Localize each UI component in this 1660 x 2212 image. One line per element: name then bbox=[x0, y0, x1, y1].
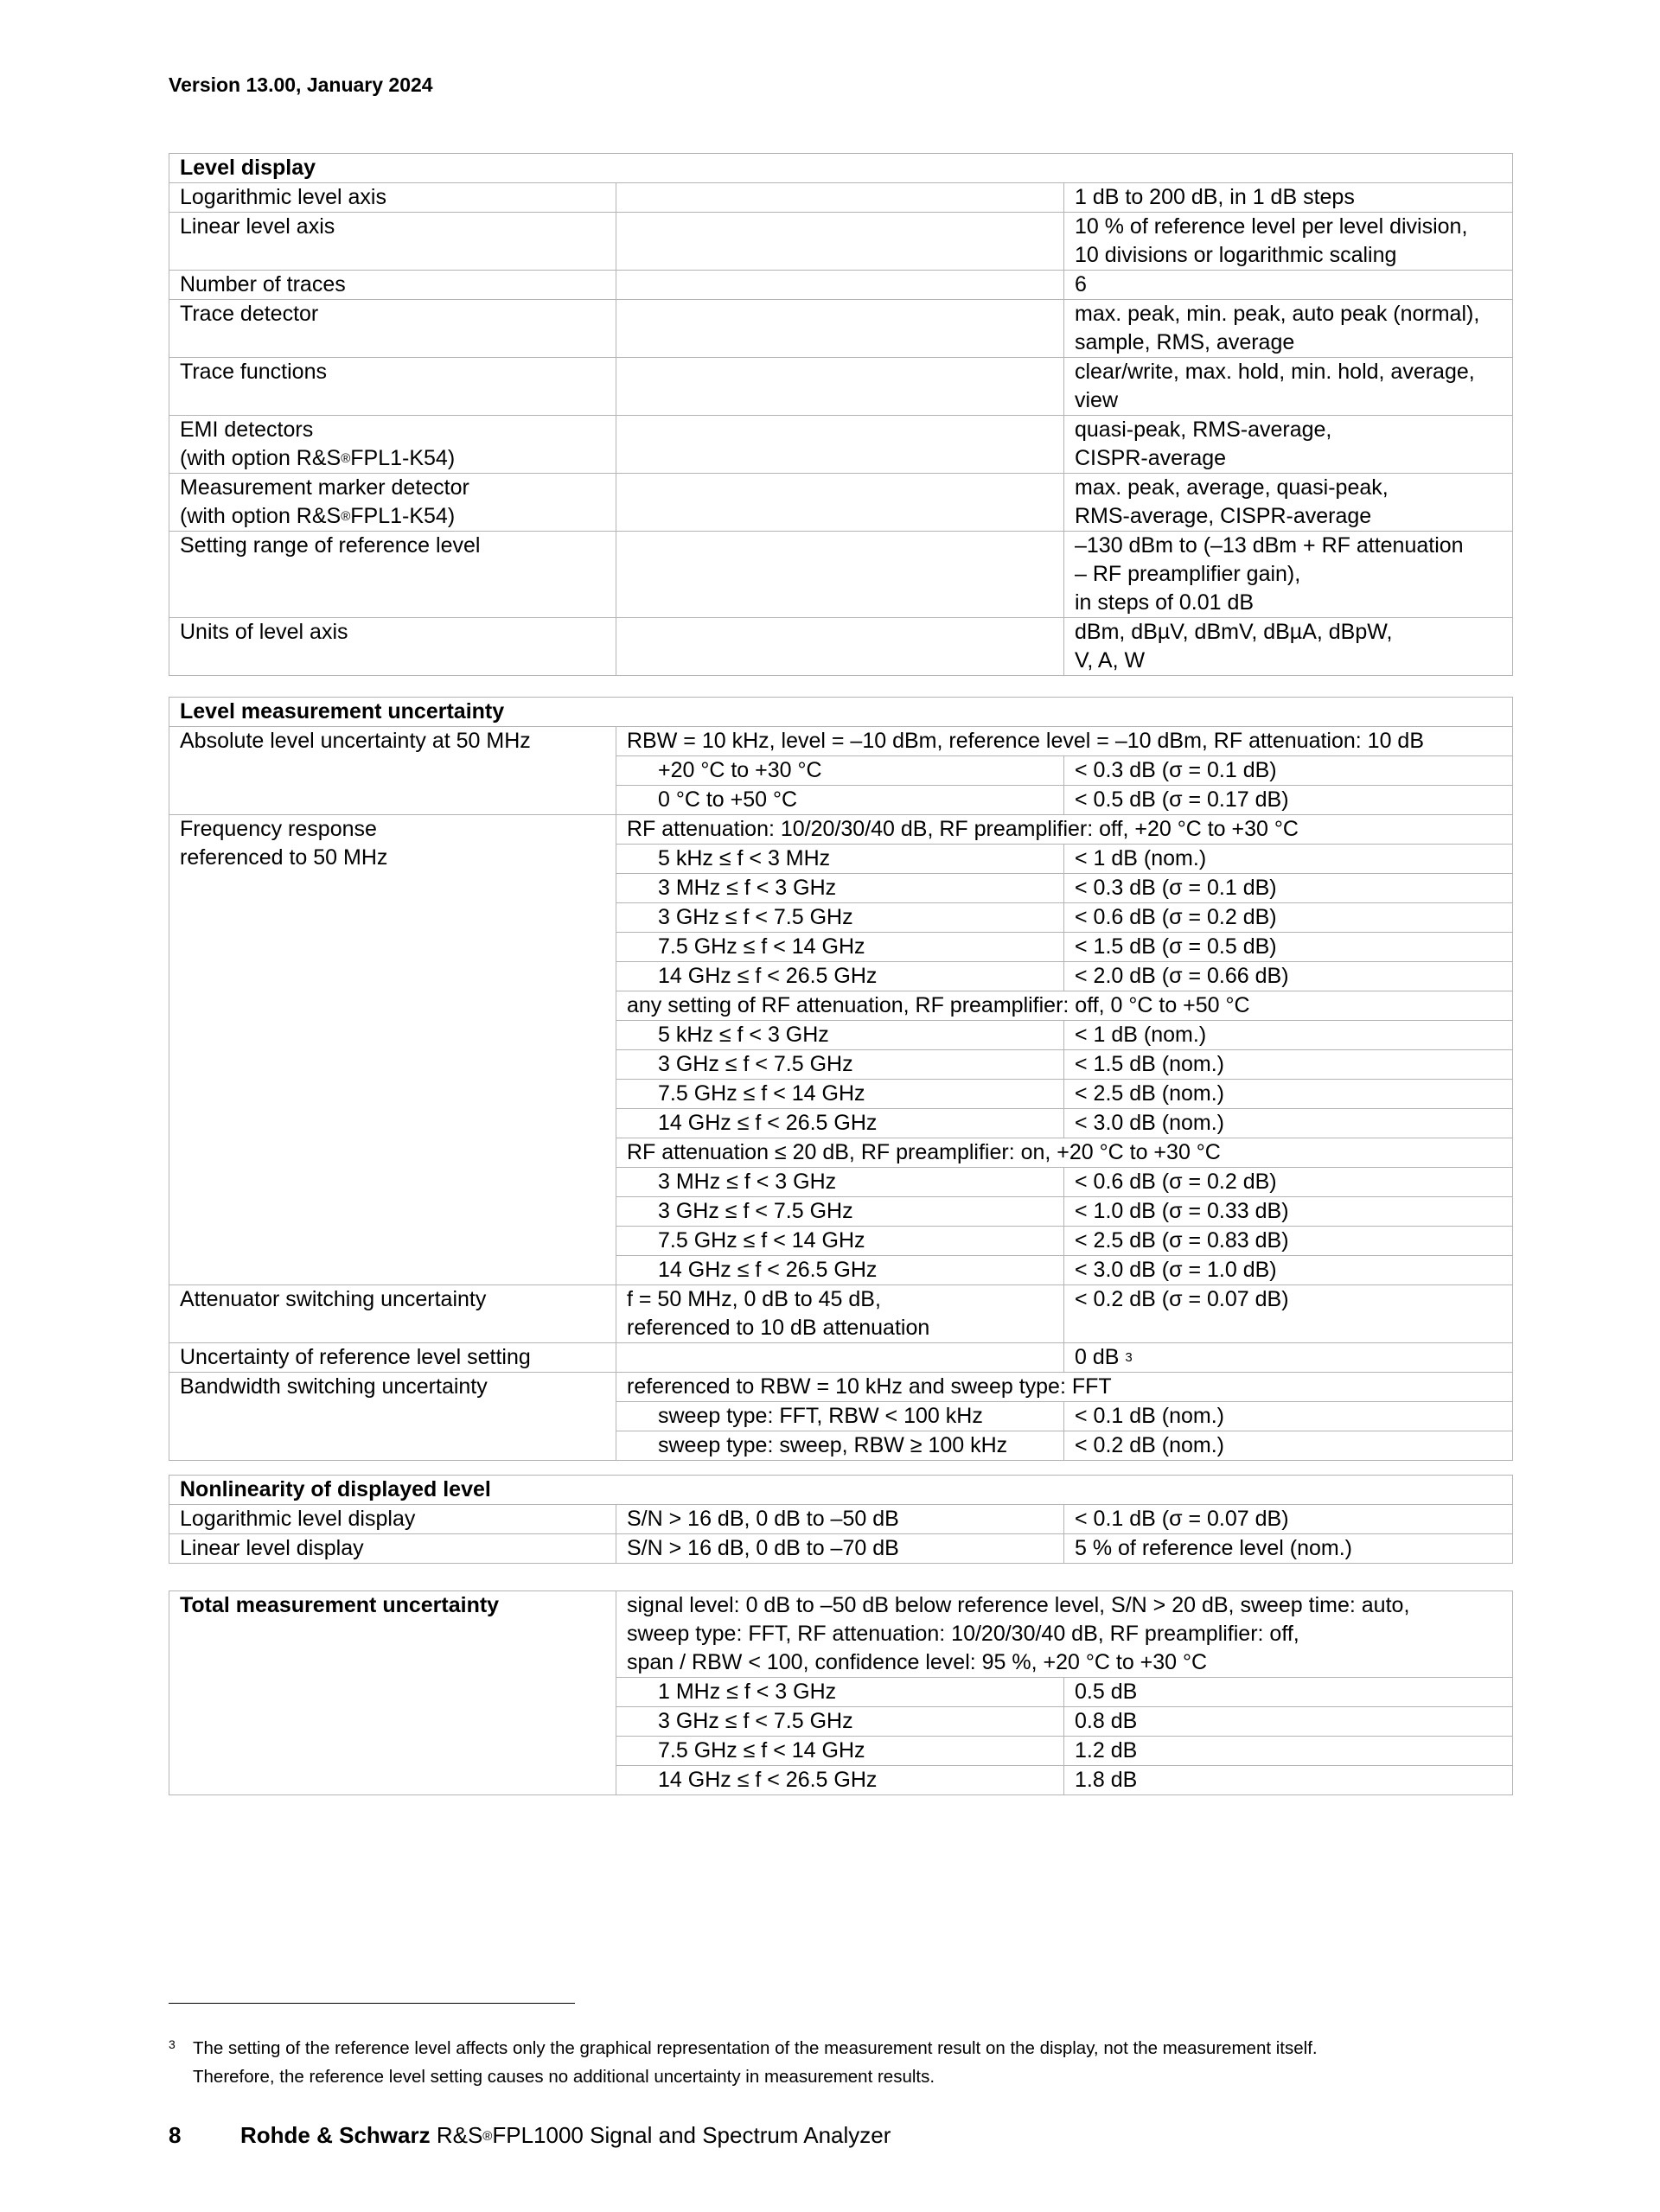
spec-label: Trace functions bbox=[169, 358, 616, 416]
table-row bbox=[169, 532, 1513, 618]
table-row bbox=[169, 1373, 1513, 1402]
spec-value: 5 % of reference level (nom.) bbox=[1064, 1534, 1513, 1564]
table-row bbox=[169, 1505, 1513, 1534]
table-row bbox=[169, 1343, 1513, 1373]
spec-value: –130 dBm to (–13 dBm + RF attenuation – RF preamplifier gain), in steps of 0.01 dB bbox=[1064, 532, 1513, 618]
condition: signal level: 0 dB to –50 dB below reference level, S/N > 20 dB, sweep time: auto, sweep type: FFT, RF attenuation: 10/20/30/40 dB, RF preamplifier: off, span / RBW < 100, confidence level: 95 %, +20 °C to +30 °C bbox=[616, 1591, 1513, 1678]
spec-label: Linear level axis bbox=[169, 213, 616, 271]
spec-label: Measurement marker detector (with option R&S®FPL1-K54) bbox=[169, 474, 616, 532]
table-row: sweep type: FFT, RBW < 100 kHz < 0.1 dB (nom.) bbox=[169, 1402, 1513, 1431]
table-row: 3 GHz ≤ f < 7.5 GHz < 1.0 dB (σ = 0.33 dB) bbox=[169, 1197, 1513, 1227]
spec-label: Setting range of reference level bbox=[169, 532, 616, 618]
spec-value: 10 % of reference level per level division, 10 divisions or logarithmic scaling bbox=[1064, 213, 1513, 271]
table-row bbox=[169, 1591, 1513, 1678]
spec-value: max. peak, average, quasi-peak, RMS-average, CISPR-average bbox=[1064, 474, 1513, 532]
table-row bbox=[169, 815, 1513, 845]
footer-product: R&S®FPL1000 Signal and Spectrum Analyzer bbox=[436, 2122, 891, 2148]
nonlinearity-table bbox=[169, 1475, 1513, 1564]
table-row bbox=[169, 618, 1513, 676]
spec-label: Absolute level uncertainty at 50 MHz bbox=[169, 727, 616, 815]
version-header: Version 13.00, January 2024 bbox=[169, 73, 433, 96]
spec-value: quasi-peak, RMS-average, CISPR-average bbox=[1064, 416, 1513, 474]
table-row bbox=[169, 183, 1513, 213]
table-row: 14 GHz ≤ f < 26.5 GHz < 2.0 dB (σ = 0.66 dB) bbox=[169, 962, 1513, 991]
section-title: Nonlinearity of displayed level bbox=[169, 1476, 1513, 1505]
table-row bbox=[169, 300, 1513, 358]
spec-label: Logarithmic level axis bbox=[169, 183, 616, 213]
table-row: 1 MHz ≤ f < 3 GHz 0.5 dB bbox=[169, 1678, 1513, 1707]
table-row: 3 GHz ≤ f < 7.5 GHz < 0.6 dB (σ = 0.2 dB) bbox=[169, 903, 1513, 933]
condition: S/N > 16 dB, 0 dB to –70 dB bbox=[616, 1534, 1064, 1564]
level-display-table bbox=[169, 153, 1513, 676]
total-uncertainty-table bbox=[169, 1590, 1513, 1795]
table-row: 3 MHz ≤ f < 3 GHz < 0.6 dB (σ = 0.2 dB) bbox=[169, 1168, 1513, 1197]
table-row: 7.5 GHz ≤ f < 14 GHz 1.2 dB bbox=[169, 1737, 1513, 1766]
table-row: 5 kHz ≤ f < 3 GHz < 1 dB (nom.) bbox=[169, 1021, 1513, 1050]
condition: RF attenuation ≤ 20 dB, RF preamplifier: on, +20 °C to +30 °C bbox=[616, 1138, 1513, 1168]
table-header-row bbox=[169, 154, 1513, 183]
spec-label: Bandwidth switching uncertainty bbox=[169, 1373, 616, 1461]
table-row: 7.5 GHz ≤ f < 14 GHz < 2.5 dB (nom.) bbox=[169, 1080, 1513, 1109]
table-row: 3 GHz ≤ f < 7.5 GHz 0.8 dB bbox=[169, 1707, 1513, 1737]
table-row: 14 GHz ≤ f < 26.5 GHz < 3.0 dB (nom.) bbox=[169, 1109, 1513, 1138]
table-row: 3 GHz ≤ f < 7.5 GHz < 1.5 dB (nom.) bbox=[169, 1050, 1513, 1080]
section-title: Level display bbox=[169, 154, 1513, 183]
spec-value: < 0.2 dB (σ = 0.07 dB) bbox=[1064, 1285, 1513, 1343]
spec-label: Trace detector bbox=[169, 300, 616, 358]
table-row bbox=[169, 358, 1513, 416]
spec-value: 6 bbox=[1064, 271, 1513, 300]
spec-label: Logarithmic level display bbox=[169, 1505, 616, 1534]
spec-value: clear/write, max. hold, min. hold, average, view bbox=[1064, 358, 1513, 416]
spec-label: Number of traces bbox=[169, 271, 616, 300]
table-row: 14 GHz ≤ f < 26.5 GHz 1.8 dB bbox=[169, 1766, 1513, 1795]
footnote-ref: 3 bbox=[1125, 1350, 1133, 1365]
table-row: 5 kHz ≤ f < 3 MHz < 1 dB (nom.) bbox=[169, 845, 1513, 874]
condition: RBW = 10 kHz, level = –10 dBm, reference level = –10 dBm, RF attenuation: 10 dB bbox=[616, 727, 1513, 756]
table-row bbox=[169, 727, 1513, 756]
footnote-divider bbox=[169, 2003, 575, 2004]
table-row: 14 GHz ≤ f < 26.5 GHz < 3.0 dB (σ = 1.0 dB) bbox=[169, 1256, 1513, 1285]
table-row: 0 °C to +50 °C < 0.5 dB (σ = 0.17 dB) bbox=[169, 786, 1513, 815]
spec-value: < 0.1 dB (σ = 0.07 dB) bbox=[1064, 1505, 1513, 1534]
condition: S/N > 16 dB, 0 dB to –50 dB bbox=[616, 1505, 1064, 1534]
footnote bbox=[169, 2034, 1318, 2091]
spec-value: 1 dB to 200 dB, in 1 dB steps bbox=[1064, 183, 1513, 213]
condition: referenced to RBW = 10 kHz and sweep type: FFT bbox=[616, 1373, 1513, 1402]
table-row: 3 MHz ≤ f < 3 GHz < 0.3 dB (σ = 0.1 dB) bbox=[169, 874, 1513, 903]
footnote-mark: 3 bbox=[169, 2037, 176, 2051]
page-number: 8 bbox=[169, 2122, 182, 2148]
table-header-row bbox=[169, 1476, 1513, 1505]
table-row bbox=[169, 271, 1513, 300]
spec-value: 0 dB $^3$ bbox=[1064, 1343, 1513, 1373]
condition: f = 50 MHz, 0 dB to 45 dB, referenced to 10 dB attenuation bbox=[616, 1285, 1064, 1343]
spec-label: Frequency response referenced to 50 MHz bbox=[169, 815, 616, 1285]
spec-label: Linear level display bbox=[169, 1534, 616, 1564]
spec-label: Units of level axis bbox=[169, 618, 616, 676]
table-row bbox=[169, 213, 1513, 271]
spec-label: EMI detectors (with option R&S®FPL1-K54) bbox=[169, 416, 616, 474]
section-title: Total measurement uncertainty bbox=[169, 1591, 616, 1795]
level-uncertainty-table bbox=[169, 697, 1513, 1461]
table-row: sweep type: sweep, RBW ≥ 100 kHz < 0.2 dB (nom.) bbox=[169, 1431, 1513, 1461]
spec-value: max. peak, min. peak, auto peak (normal), sample, RMS, average bbox=[1064, 300, 1513, 358]
condition: any setting of RF attenuation, RF preamplifier: off, 0 °C to +50 °C bbox=[616, 991, 1513, 1021]
spec-label: Uncertainty of reference level setting bbox=[169, 1343, 616, 1373]
spec-value: dBm, dBµV, dBmV, dBµA, dBpW, V, A, W bbox=[1064, 618, 1513, 676]
table-row: 7.5 GHz ≤ f < 14 GHz < 2.5 dB (σ = 0.83 dB) bbox=[169, 1227, 1513, 1256]
table-row bbox=[169, 1285, 1513, 1343]
table-header-row bbox=[169, 698, 1513, 727]
table-row bbox=[169, 1534, 1513, 1564]
page-footer bbox=[169, 2122, 891, 2149]
footnote-line: Therefore, the reference level setting causes no additional uncertainty in measurement results. bbox=[193, 2067, 935, 2087]
table-row bbox=[169, 474, 1513, 532]
condition: RF attenuation: 10/20/30/40 dB, RF preamplifier: off, +20 °C to +30 °C bbox=[616, 815, 1513, 845]
footer-brand: Rohde & Schwarz bbox=[240, 2122, 431, 2148]
table-row: 7.5 GHz ≤ f < 14 GHz < 1.5 dB (σ = 0.5 dB) bbox=[169, 933, 1513, 962]
table-row: +20 °C to +30 °C < 0.3 dB (σ = 0.1 dB) bbox=[169, 756, 1513, 786]
section-title: Level measurement uncertainty bbox=[169, 698, 1513, 727]
spec-label: Attenuator switching uncertainty bbox=[169, 1285, 616, 1343]
table-row bbox=[169, 416, 1513, 474]
footnote-line: The setting of the reference level affects only the graphical representation of the measurement result on the display, not the measurement itself. bbox=[193, 2038, 1318, 2058]
